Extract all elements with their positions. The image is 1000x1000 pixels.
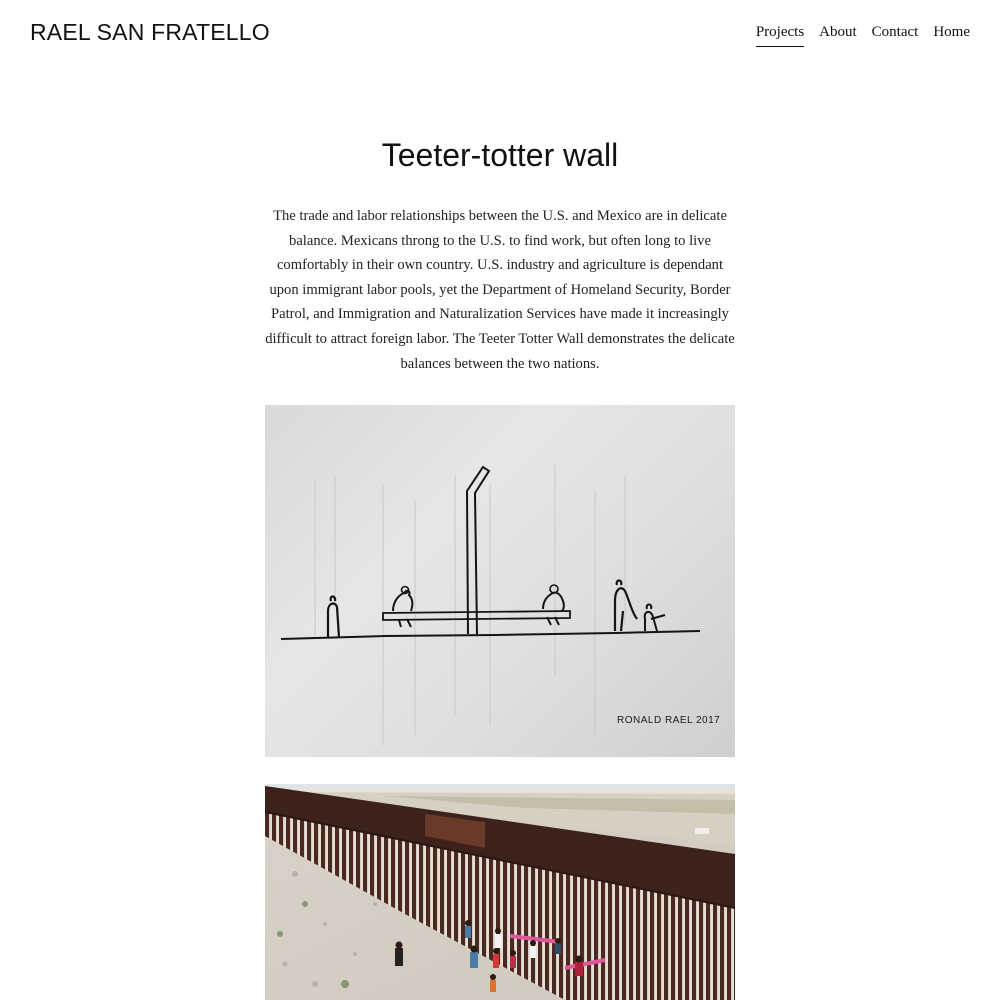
sketch-signature: RONALD RAEL 2017 [617, 715, 721, 726]
nav-about-link[interactable]: About [819, 24, 857, 40]
page-title: Teeter-totter wall [381, 137, 619, 173]
nav-home-link[interactable]: Home [933, 24, 970, 40]
nav-contact-link[interactable]: Contact [871, 24, 919, 40]
site-header [0, 0, 1000, 70]
photo-scene [265, 784, 735, 1000]
site-title-link[interactable]: RAEL SAN FRATELLO [30, 19, 270, 45]
nav-projects-link[interactable]: Projects [756, 24, 804, 47]
sketch-image[interactable] [265, 405, 735, 757]
project-description: The trade and labor relationships between the U.S. and Mexico are in delicate balance. Mexicans throng to the U.S. to find work, but often long to live comfortably in their own country. U.S. industry and agriculture is dependant upon immigrant labor pools, yet the Department of Homeland Security, Border Patrol, and Immigration and Naturalization Services have made it increasingly difficult to attract foreign labor. The Teeter Totter Wall demonstrates the delicate balances between the two nations. [265, 208, 735, 372]
main-nav [756, 24, 970, 47]
sketch-drawing [265, 405, 735, 757]
border-wall-photo[interactable] [265, 784, 735, 1000]
